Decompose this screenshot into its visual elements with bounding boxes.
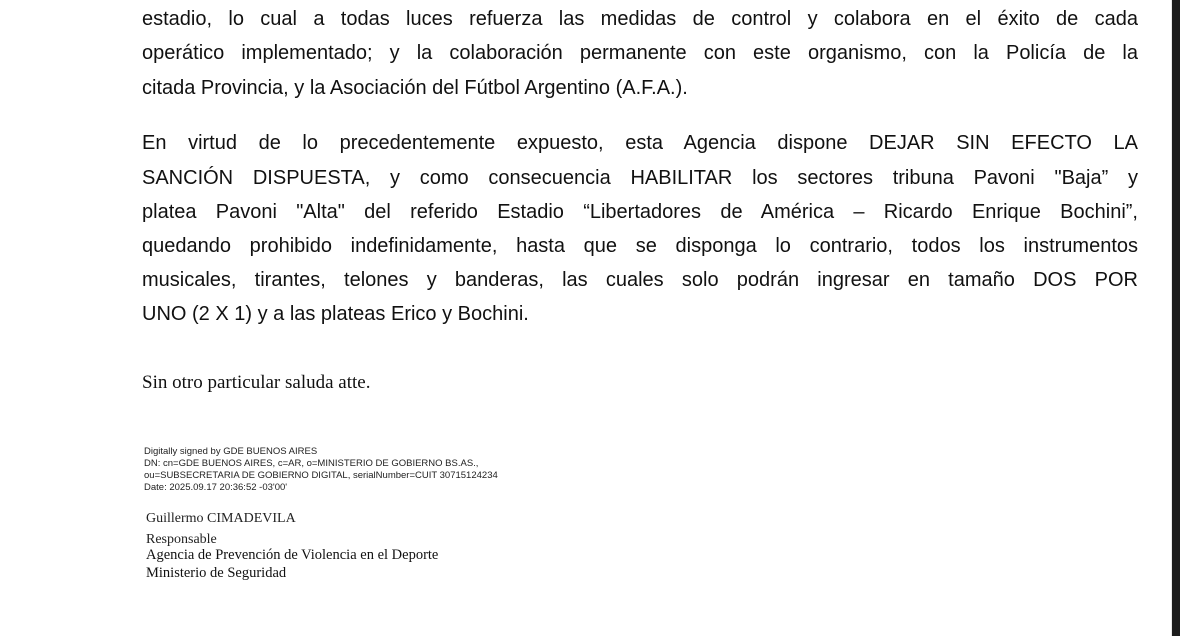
body-text-line: platea Pavoni "Alta" del referido Estadio “Libertadores de América – Ricardo Enrique Bochini”, bbox=[142, 201, 1138, 223]
body-text-line: quedando prohibido indefinidamente, hasta que se disponga lo contrario, todos los instrumentos bbox=[142, 235, 1138, 257]
signature-line: Date: 2025.09.17 20:36:52 -03'00' bbox=[144, 482, 288, 493]
body-text-line: citada Provincia, y la Asociación del Fútbol Argentino (A.F.A.). bbox=[142, 77, 688, 99]
viewer-edge bbox=[1171, 0, 1180, 636]
signature-line: Digitally signed by GDE BUENOS AIRES bbox=[144, 446, 318, 457]
signature-line: DN: cn=GDE BUENOS AIRES, c=AR, o=MINISTERIO DE GOBIERNO BS.AS., bbox=[144, 458, 479, 469]
body-text-line: En virtud de lo precedentemente expuesto, esta Agencia dispone DEJAR SIN EFECTO LA bbox=[142, 132, 1138, 154]
ministry-name: Ministerio de Seguridad bbox=[146, 565, 287, 581]
body-text-line: musicales, tirantes, telones y banderas, las cuales solo podrán ingresar en tamaño DOS POR bbox=[142, 269, 1138, 291]
body-text-line: estadio, lo cual a todas luces refuerza las medidas de control y colabora en el éxito de cada bbox=[142, 8, 1138, 30]
agency-name: Agencia de Prevención de Violencia en el Deporte bbox=[146, 547, 439, 563]
signer-role: Responsable bbox=[146, 532, 217, 547]
body-text-line: UNO (2 X 1) y a las plateas Erico y Bochini. bbox=[142, 303, 529, 325]
closing-text: Sin otro particular saluda atte. bbox=[142, 372, 371, 393]
body-text-line: SANCIÓN DISPUESTA, y como consecuencia HABILITAR los sectores tribuna Pavoni "Baja” y bbox=[142, 167, 1138, 189]
body-text-line: operático implementado; y la colaboración permanente con este organismo, con la Policía de la bbox=[142, 42, 1138, 64]
signer-name: Guillermo CIMADEVILA bbox=[146, 511, 296, 526]
signature-line: ou=SUBSECRETARIA DE GOBIERNO DIGITAL, serialNumber=CUIT 30715124234 bbox=[144, 470, 498, 481]
